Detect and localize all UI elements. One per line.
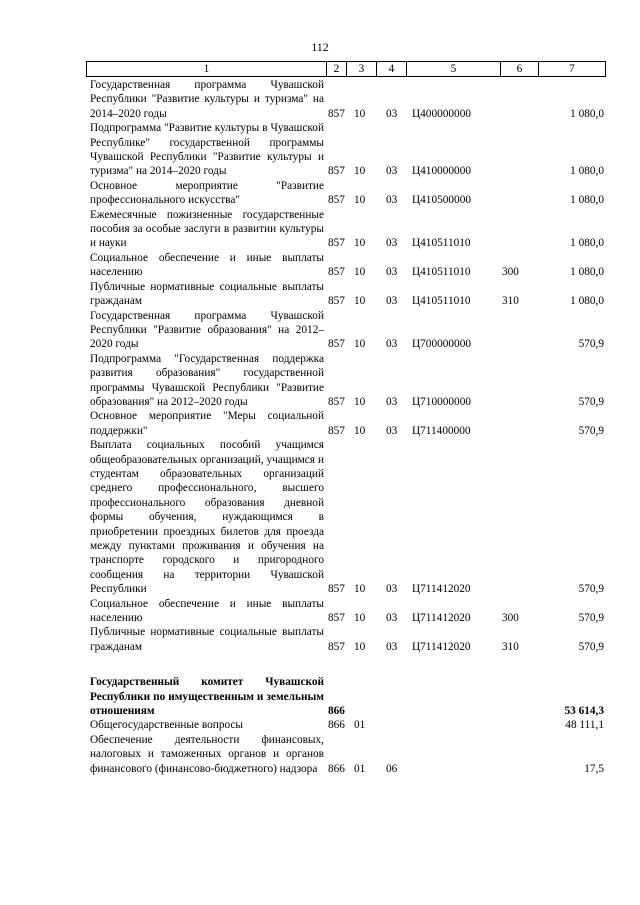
- row-code-6: 300: [502, 266, 519, 279]
- row-name: Подпрограмма "Государственная поддержка развития образования" государственной программы Чувашской Республики "Развитие образования" на 2012–2020 годы: [90, 352, 324, 408]
- row-code-3: 10: [354, 295, 366, 308]
- row-code-3: 10: [354, 266, 366, 279]
- row-name: Социальное обеспечение и иные выплаты населению: [90, 597, 324, 625]
- table-row: [86, 597, 606, 626]
- row-code-3: 01: [354, 762, 366, 775]
- row-code-5: Ц410511010: [412, 295, 471, 308]
- row-code-2: 866: [328, 719, 345, 732]
- row-code-3: 10: [354, 395, 366, 408]
- row-code-3: 01: [354, 719, 366, 732]
- row-amount: 1 080,0: [570, 194, 604, 207]
- row-name: Ежемесячные пожизненные государственные пособия за особые заслуги в развитии культуры и науки: [90, 208, 324, 250]
- row-code-5: Ц711412020: [412, 583, 471, 596]
- header-cell: 1: [86, 62, 326, 76]
- row-code-3: 10: [354, 424, 366, 437]
- header-cell: 2: [326, 62, 346, 76]
- table-row: [86, 309, 606, 352]
- row-amount: 1 080,0: [570, 237, 604, 250]
- row-code-6: 310: [502, 640, 519, 653]
- page-number: 112: [311, 40, 329, 54]
- row-code-4: 03: [386, 640, 398, 653]
- row-amount: 1 080,0: [570, 295, 604, 308]
- table-row: [86, 733, 606, 776]
- row-code-5: Ц711412020: [412, 612, 471, 625]
- header-cell: 4: [376, 62, 406, 76]
- row-code-5: Ц711400000: [412, 424, 471, 437]
- row-code-2: 857: [328, 266, 345, 279]
- row-code-2: 857: [328, 295, 345, 308]
- row-code-2: 857: [328, 583, 345, 596]
- table-row: [86, 625, 606, 654]
- row-code-3: 10: [354, 194, 366, 207]
- table-body: [86, 77, 606, 776]
- row-name: Государственная программа Чувашской Республики "Развитие образования" на 2012–2020 годы: [90, 309, 324, 351]
- row-code-2: 857: [328, 107, 345, 120]
- row-code-5: Ц711412020: [412, 640, 471, 653]
- row-code-2: 857: [328, 395, 345, 408]
- row-name: Публичные нормативные социальные выплаты гражданам: [90, 280, 324, 308]
- row-code-5: Ц700000000: [412, 338, 471, 351]
- row-name: Публичные нормативные социальные выплаты гражданам: [90, 626, 324, 653]
- row-code-6: 310: [502, 295, 519, 308]
- table-row: [86, 280, 606, 309]
- row-name: Общегосударственные вопросы: [90, 719, 243, 732]
- header-cell: 5: [406, 62, 500, 76]
- row-amount: 570,9: [578, 583, 604, 596]
- row-name: Обеспечение деятельности финансовых, налоговых и таможенных органов и органов финансового (финансово-бюджетного) надзора: [90, 733, 324, 775]
- row-name: Государственная программа Чувашской Республики "Развитие культуры и туризма" на 2014–2020 годы: [90, 79, 324, 120]
- table-row: [86, 121, 606, 179]
- row-code-4: 03: [386, 295, 398, 308]
- row-name: Государственный комитет Чувашской Республики по имущественным и земельным отношениям: [90, 676, 324, 718]
- row-code-5: Ц410511010: [412, 237, 471, 250]
- row-amount: 570,9: [578, 338, 604, 351]
- row-code-4: 03: [386, 165, 398, 178]
- row-code-5: Ц410511010: [412, 266, 471, 279]
- row-code-4: 03: [386, 266, 398, 279]
- row-code-3: 10: [354, 338, 366, 351]
- table-row: [86, 251, 606, 280]
- row-code-6: 300: [502, 612, 519, 625]
- row-code-2: 857: [328, 165, 345, 178]
- row-code-2: 857: [328, 424, 345, 437]
- row-code-3: 10: [354, 237, 366, 250]
- row-amount: 48 111,1: [565, 719, 604, 732]
- header-cell: 6: [500, 62, 538, 76]
- row-amount: 53 614,3: [564, 705, 604, 718]
- row-name: Основное мероприятие "Развитие профессионального искусства": [90, 179, 324, 207]
- table-row: [86, 352, 606, 410]
- table-row: [86, 179, 606, 208]
- table-row: [86, 438, 606, 596]
- row-code-4: 03: [386, 612, 398, 625]
- row-code-2: 866: [328, 762, 345, 775]
- row-code-3: 10: [354, 612, 366, 625]
- row-code-4: 03: [386, 424, 398, 437]
- table-row: [86, 718, 606, 732]
- row-code-4: 06: [386, 762, 398, 775]
- row-code-4: 03: [386, 194, 398, 207]
- budget-table: [86, 61, 606, 776]
- row-code-5: Ц410000000: [412, 165, 471, 178]
- row-code-5: Ц710000000: [412, 395, 471, 408]
- row-code-2: 857: [328, 338, 345, 351]
- table-header: [86, 61, 606, 77]
- row-code-3: 10: [354, 640, 366, 653]
- row-code-5: Ц410500000: [412, 194, 471, 207]
- row-code-4: 03: [386, 338, 398, 351]
- header-cell: 7: [538, 62, 606, 76]
- row-code-3: 10: [354, 165, 366, 178]
- table-row: [86, 208, 606, 251]
- row-name: Подпрограмма "Развитие культуры в Чувашской Республике" государственной программы Чувашской Республики "Развитие культуры и туризма" на 2014–2020 годы: [90, 122, 324, 178]
- row-code-5: Ц400000000: [412, 107, 471, 120]
- row-name: Социальное обеспечение и иные выплаты населению: [90, 251, 324, 279]
- row-code-2: 866: [328, 705, 345, 718]
- row-code-2: 857: [328, 640, 345, 653]
- row-amount: 570,9: [578, 612, 604, 625]
- row-name: Основное мероприятие "Меры социальной поддержки": [90, 410, 324, 437]
- table-row: [86, 409, 606, 438]
- row-code-4: 03: [386, 237, 398, 250]
- row-amount: 1 080,0: [570, 266, 604, 279]
- row-code-4: 03: [386, 583, 398, 596]
- row-amount: 17,5: [584, 762, 604, 775]
- row-amount: 570,9: [578, 424, 604, 437]
- row-code-3: 10: [354, 107, 366, 120]
- row-amount: 1 080,0: [570, 165, 604, 178]
- row-code-3: 10: [354, 583, 366, 596]
- row-amount: 570,9: [578, 640, 604, 653]
- row-code-2: 857: [328, 612, 345, 625]
- row-name: Выплата социальных пособий учащимся общеобразовательных организаций, учащимся и студентам образовательных организаций среднего профессионального, высшего профессионального образования дневной формы обучения, нуждающимся в приобретении проездных билетов для проезда между пунктами проживания и обучения на транспорте городского и пригородного сообщения на территории Чувашской Республики: [90, 439, 324, 596]
- row-amount: 1 080,0: [570, 107, 604, 120]
- row-code-2: 857: [328, 237, 345, 250]
- table-row: [86, 78, 606, 121]
- row-code-2: 857: [328, 194, 345, 207]
- header-cell: 3: [346, 62, 376, 76]
- row-amount: 570,9: [578, 395, 604, 408]
- row-code-4: 03: [386, 107, 398, 120]
- row-code-4: 03: [386, 395, 398, 408]
- table-row: [86, 675, 606, 718]
